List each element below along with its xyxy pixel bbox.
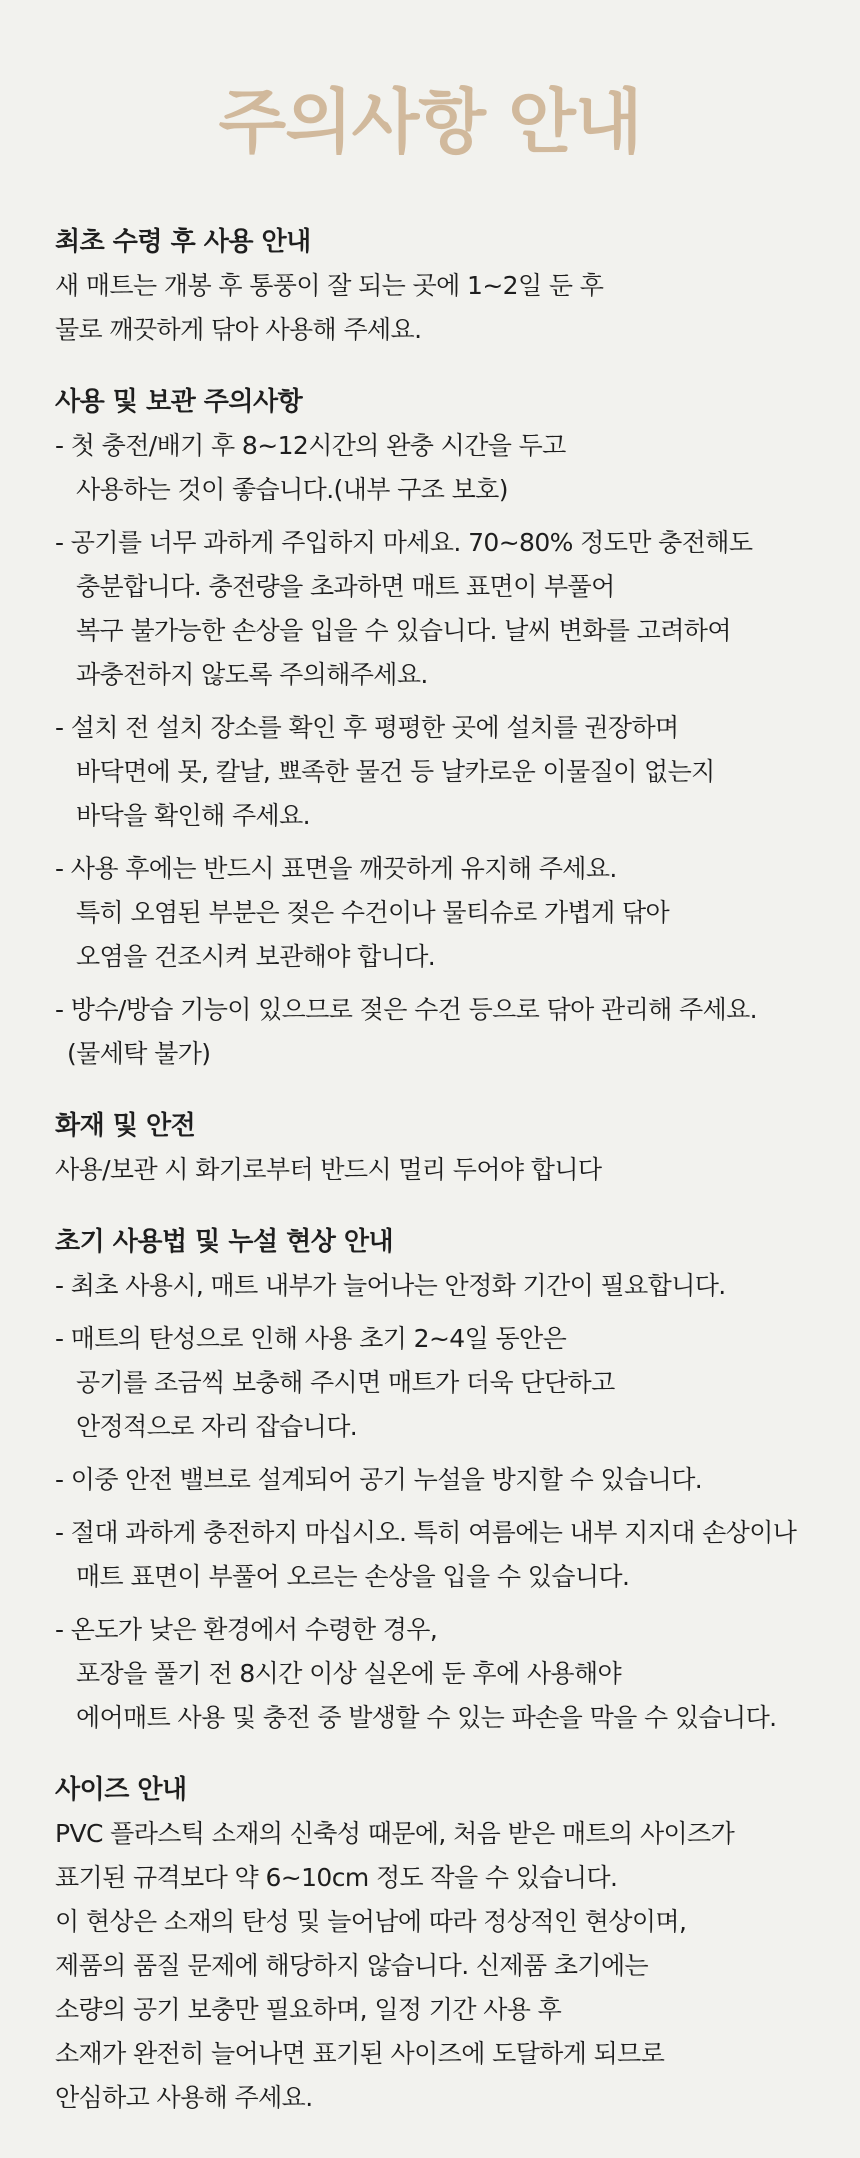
list-item-line: - 첫 충전/배기 후 8~12시간의 완충 시간을 두고 — [55, 431, 566, 460]
paragraph-line: 표기된 규격보다 약 6~10cm 정도 작을 수 있습니다. — [55, 1863, 618, 1892]
list-item-line: 특히 오염된 부분은 젖은 수건이나 물티슈로 가볍게 닦아 — [76, 898, 670, 927]
list-item-line: - 최초 사용시, 매트 내부가 늘어나는 안정화 기간이 필요합니다. — [55, 1271, 726, 1300]
list-item-line: - 이중 안전 밸브로 설계되어 공기 누설을 방지할 수 있습니다. — [55, 1465, 703, 1494]
paragraph-line: 제품의 품질 문제에 해당하지 않습니다. 신제품 초기에는 — [55, 1951, 649, 1980]
list-item-line: - 공기를 너무 과하게 주입하지 마세요. 70~80% 정도만 충전해도 — [55, 528, 753, 557]
list-item — [55, 706, 860, 838]
list-item — [55, 521, 860, 697]
list-item — [55, 1317, 860, 1449]
list-item — [55, 1608, 860, 1740]
page-title: 주의사항 안내 — [218, 81, 642, 163]
list-item-line: - 사용 후에는 반드시 표면을 깨끗하게 유지해 주세요. — [55, 854, 617, 883]
list-item-line: 안정적으로 자리 잡습니다. — [76, 1412, 358, 1441]
list-item-line: 바닥을 확인해 주세요. — [76, 801, 310, 830]
list-item-line: 매트 표면이 부풀어 오르는 손상을 입을 수 있습니다. — [76, 1562, 630, 1591]
section-heading: 화재 및 안전 — [55, 1111, 196, 1141]
list-item-line: 바닥면에 못, 칼날, 뾰족한 물건 등 날카로운 이물질이 없는지 — [76, 757, 715, 786]
section-heading: 최초 수령 후 사용 안내 — [55, 227, 311, 257]
list-item-line: 복구 불가능한 손상을 입을 수 있습니다. 날씨 변화를 고려하여 — [76, 616, 731, 645]
list-item — [55, 1458, 860, 1502]
list-item-line: - 설치 전 설치 장소를 확인 후 평평한 곳에 설치를 권장하며 — [55, 713, 679, 742]
list-item-line: - 매트의 탄성으로 인해 사용 초기 2~4일 동안은 — [55, 1324, 567, 1353]
section-first-use — [55, 220, 860, 352]
list-item — [55, 1511, 860, 1599]
list-item — [55, 1264, 860, 1308]
list-item-line: 포장을 풀기 전 8시간 이상 실온에 둔 후에 사용해야 — [76, 1659, 622, 1688]
section-usage-storage — [55, 380, 860, 1076]
paragraph-line: 소량의 공기 보충만 필요하며, 일정 기간 사용 후 — [55, 1995, 562, 2024]
section-heading: 사이즈 안내 — [55, 1775, 187, 1805]
paragraph-line: PVC 플라스틱 소재의 신축성 때문에, 처음 받은 매트의 사이즈가 — [55, 1819, 735, 1848]
paragraph-line: 새 매트는 개봉 후 통풍이 잘 되는 곳에 1~2일 둔 후 — [55, 271, 604, 300]
list-item-line: 과충전하지 않도록 주의해주세요. — [76, 660, 428, 689]
section-heading: 사용 및 보관 주의사항 — [55, 387, 303, 417]
paragraph-line: 물로 깨끗하게 닦아 사용해 주세요. — [55, 315, 422, 344]
list-item — [55, 847, 860, 979]
list-item-line: 충분합니다. 충전량을 초과하면 매트 표면이 부풀어 — [76, 572, 615, 601]
paragraph-line: 이 현상은 소재의 탄성 및 늘어남에 따라 정상적인 현상이며, — [55, 1907, 687, 1936]
list-item — [55, 424, 860, 512]
paragraph-line: 소재가 완전히 늘어나면 표기된 사이즈에 도달하게 되므로 — [55, 2039, 665, 2068]
list-item-line: 사용하는 것이 좋습니다.(내부 구조 보호) — [76, 475, 508, 504]
section-fire-safety — [55, 1104, 860, 1192]
list-item — [55, 988, 860, 1076]
paragraph-line: 사용/보관 시 화기로부터 반드시 멀리 두어야 합니다 — [55, 1155, 602, 1184]
paragraph-line: 안심하고 사용해 주세요. — [55, 2083, 313, 2112]
list-item-line: 오염을 건조시켜 보관해야 합니다. — [76, 942, 436, 971]
list-item-line: - 온도가 낮은 환경에서 수령한 경우, — [55, 1615, 438, 1644]
section-heading: 초기 사용법 및 누설 현상 안내 — [55, 1227, 394, 1257]
section-size — [55, 1768, 860, 2120]
list-item-line: - 방수/방습 기능이 있으므로 젖은 수건 등으로 닦아 관리해 주세요. — [55, 995, 758, 1024]
section-initial-use — [55, 1220, 860, 1740]
list-item-line: 공기를 조금씩 보충해 주시면 매트가 더욱 단단하고 — [76, 1368, 615, 1397]
list-item-line: (물세탁 불가) — [67, 1039, 211, 1068]
list-item-line: 에어매트 사용 및 충전 중 발생할 수 있는 파손을 막을 수 있습니다. — [76, 1703, 777, 1732]
list-item-line: - 절대 과하게 충전하지 마십시오. 특히 여름에는 내부 지지대 손상이나 — [55, 1518, 797, 1547]
